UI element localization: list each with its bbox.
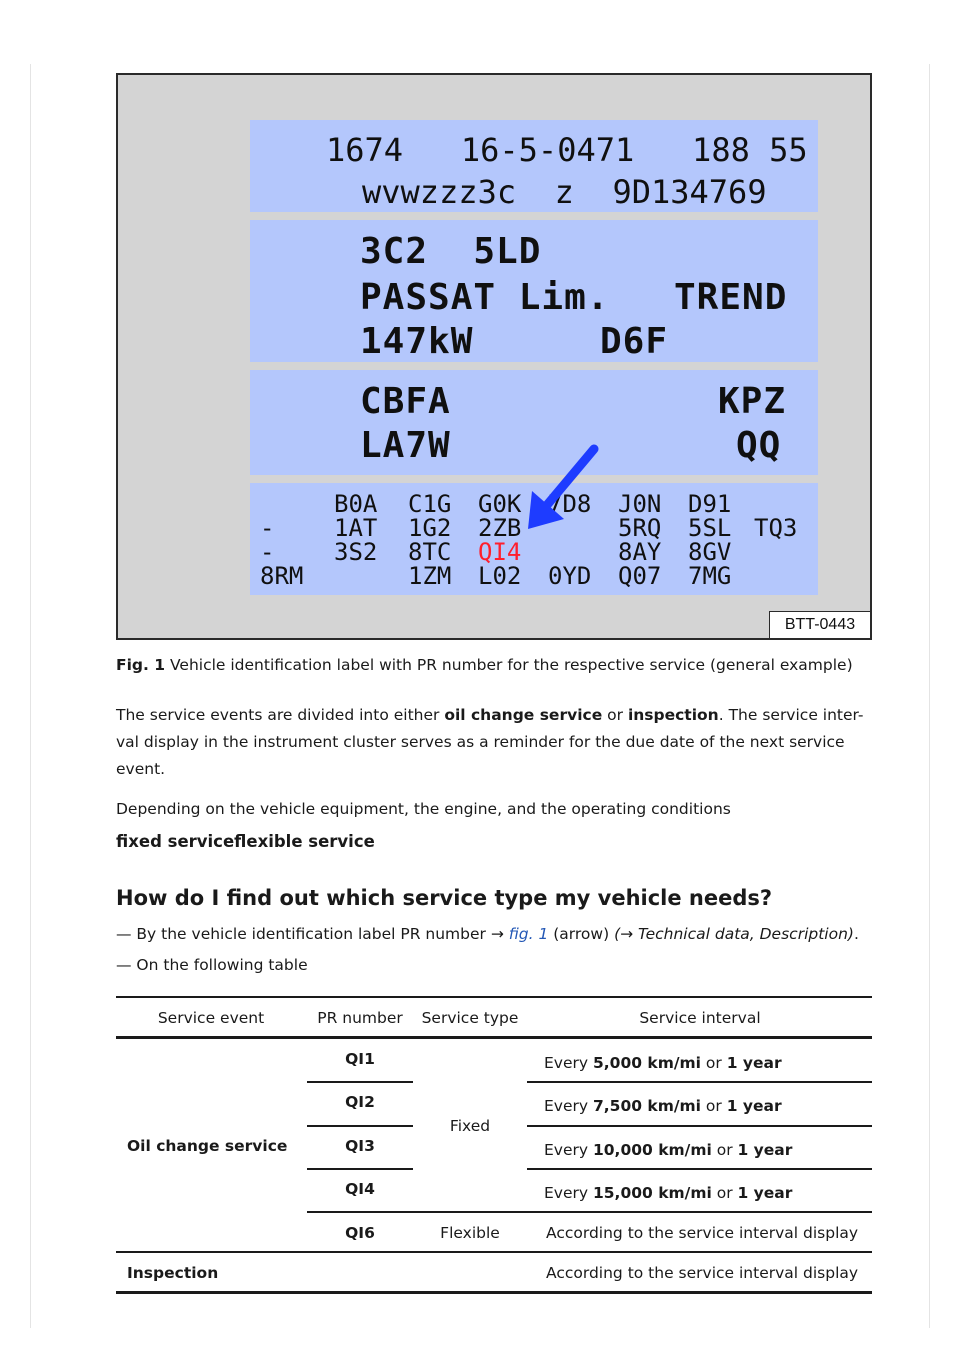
oil-change-service-cell: Oil change service — [127, 1137, 288, 1155]
vehicle-label-figure — [116, 73, 872, 640]
header-pr-number: PR number — [317, 1009, 403, 1027]
label-line-2: wvwzzz3c z 9D134769 — [362, 173, 767, 211]
pr-code: 5SL — [688, 514, 732, 542]
interval-every: Every — [544, 1054, 593, 1072]
pr-code: 1ZM — [408, 562, 452, 590]
table-header-rule — [116, 1036, 872, 1039]
pr-code: 1G2 — [408, 514, 452, 542]
label-model-name: PASSAT Lim. — [360, 277, 610, 318]
table-bottom-rule — [116, 1291, 872, 1294]
pr-qi6: QI6 — [345, 1224, 375, 1242]
pr-qi4: QI4 — [345, 1180, 375, 1198]
intro-text: . The service inter- — [718, 706, 864, 724]
pr-code: 7MG — [688, 562, 732, 590]
term-inspection: inspection — [627, 706, 719, 724]
flex-row-rule — [307, 1211, 872, 1213]
interval-cell — [544, 1053, 782, 1073]
interval-cell-rule — [527, 1125, 872, 1127]
pr-code: J0N — [618, 490, 662, 518]
pr-grid-row — [250, 564, 818, 588]
flex-interval-cell: According to the service interval display — [546, 1224, 859, 1242]
intro-paragraph — [116, 702, 876, 783]
label-line-1: 1674 16-5-0471 188 55 — [326, 131, 808, 169]
inspection-row-rule — [116, 1251, 872, 1253]
pr-code: 8TC — [408, 538, 452, 566]
label-trim: TREND — [674, 277, 788, 318]
pr-cell-rule — [307, 1168, 413, 1170]
pr-code: 8AY — [618, 538, 662, 566]
interval-distance: 7,500 km/mi — [592, 1097, 701, 1115]
cross-reference: (→ Technical data, Description) — [614, 925, 854, 943]
label-power: 147kW — [360, 321, 474, 362]
interval-cell — [544, 1183, 792, 1203]
interval-every: Every — [544, 1097, 593, 1115]
interval-period: 1 year — [737, 1184, 793, 1202]
pr-qi1: QI1 — [345, 1050, 375, 1068]
label-transmission-code: LA7W — [360, 425, 451, 466]
arrow-icon — [518, 443, 618, 553]
intro-text: The service events are divided into either — [116, 706, 445, 724]
interval-distance: 10,000 km/mi — [592, 1141, 712, 1159]
interval-cell — [544, 1096, 782, 1116]
label-gearbox: D6F — [600, 321, 669, 362]
label-interior-code: QQ — [736, 425, 782, 466]
interval-or: or — [701, 1097, 727, 1115]
intro-text: event. — [116, 760, 166, 778]
label-model-codes: 3C2 5LD — [360, 231, 542, 272]
intro-text: or — [602, 706, 628, 724]
service-table — [116, 996, 872, 1294]
pr-code: Q07 — [618, 562, 662, 590]
pr-code: TQ3 — [754, 514, 798, 542]
caption-text: Vehicle identification label with PR number for the respective service (general example) — [170, 656, 853, 674]
conditions-paragraph: Depending on the vehicle equipment, the engine, and the operating conditions — [116, 800, 731, 818]
intro-text: val display in the instrument cluster serves as a reminder for the due date of the next service — [116, 733, 845, 751]
fixed-type-cell: Fixed — [449, 1117, 491, 1135]
pr-code: 8RM — [260, 562, 304, 590]
pr-code: 5RQ — [618, 514, 662, 542]
pr-code: 3S2 — [334, 538, 378, 566]
figure-tag: BTT-0443 — [769, 611, 870, 638]
pr-code: 8GV — [688, 538, 732, 566]
bullet-table-method: — On the following table — [116, 956, 308, 974]
interval-distance: 5,000 km/mi — [592, 1054, 701, 1072]
interval-or: or — [711, 1184, 738, 1202]
interval-distance: 15,000 km/mi — [592, 1184, 712, 1202]
interval-cell-rule — [527, 1168, 872, 1170]
inspection-interval-cell: According to the service interval display — [546, 1264, 859, 1282]
pr-code: 7D8 — [548, 490, 592, 518]
interval-cell — [544, 1140, 792, 1160]
section-heading: How do I find out which service type my vehicle needs? — [116, 886, 773, 910]
term-oil-change-service: oil change service — [444, 706, 603, 724]
interval-period: 1 year — [737, 1141, 793, 1159]
interval-period: 1 year — [726, 1054, 782, 1072]
page-margin-left — [30, 64, 31, 1328]
pr-code: 1AT — [334, 514, 378, 542]
inspection-cell: Inspection — [127, 1264, 219, 1282]
page-margin-right — [929, 64, 930, 1328]
header-service-interval: Service interval — [639, 1009, 761, 1027]
figure-link[interactable]: fig. 1 — [508, 925, 549, 943]
pr-code: 2ZB — [478, 514, 522, 542]
pr-code: - — [260, 514, 275, 542]
label-block-model — [250, 220, 818, 362]
pr-code: B0A — [334, 490, 378, 518]
pr-code: D91 — [688, 490, 732, 518]
bullet-text: (arrow) — [548, 925, 615, 943]
figure-number: Fig. 1 — [116, 656, 166, 674]
interval-or: or — [711, 1141, 738, 1159]
bullet-text: . — [853, 925, 859, 943]
pr-qi3: QI3 — [345, 1137, 375, 1155]
pr-cell-rule — [307, 1081, 413, 1083]
pr-code: C1G — [408, 490, 452, 518]
header-service-type: Service type — [421, 1009, 519, 1027]
pr-code: L02 — [478, 562, 522, 590]
interval-cell-rule — [527, 1081, 872, 1083]
bullet-label-method — [116, 921, 876, 948]
pr-code: G0K — [478, 490, 522, 518]
service-types-line: fixed serviceflexible service — [116, 832, 375, 851]
pr-code: 0YD — [548, 562, 592, 590]
header-service-event: Service event — [157, 1009, 265, 1027]
pr-cell-rule — [307, 1125, 413, 1127]
label-paint-code: KPZ — [718, 381, 787, 422]
table-top-rule — [116, 996, 872, 998]
pr-code-highlighted: QI4 — [478, 538, 522, 566]
interval-every: Every — [544, 1184, 593, 1202]
interval-every: Every — [544, 1141, 593, 1159]
interval-or: or — [701, 1054, 727, 1072]
label-block-vin — [250, 120, 818, 212]
pr-code: - — [260, 538, 275, 566]
bullet-text: — By the vehicle identification label PR number → — [116, 925, 509, 943]
figure-caption — [116, 652, 876, 679]
label-engine-code: CBFA — [360, 381, 451, 422]
pr-qi2: QI2 — [345, 1093, 375, 1111]
interval-period: 1 year — [726, 1097, 782, 1115]
flexible-type-cell: Flexible — [440, 1224, 500, 1242]
